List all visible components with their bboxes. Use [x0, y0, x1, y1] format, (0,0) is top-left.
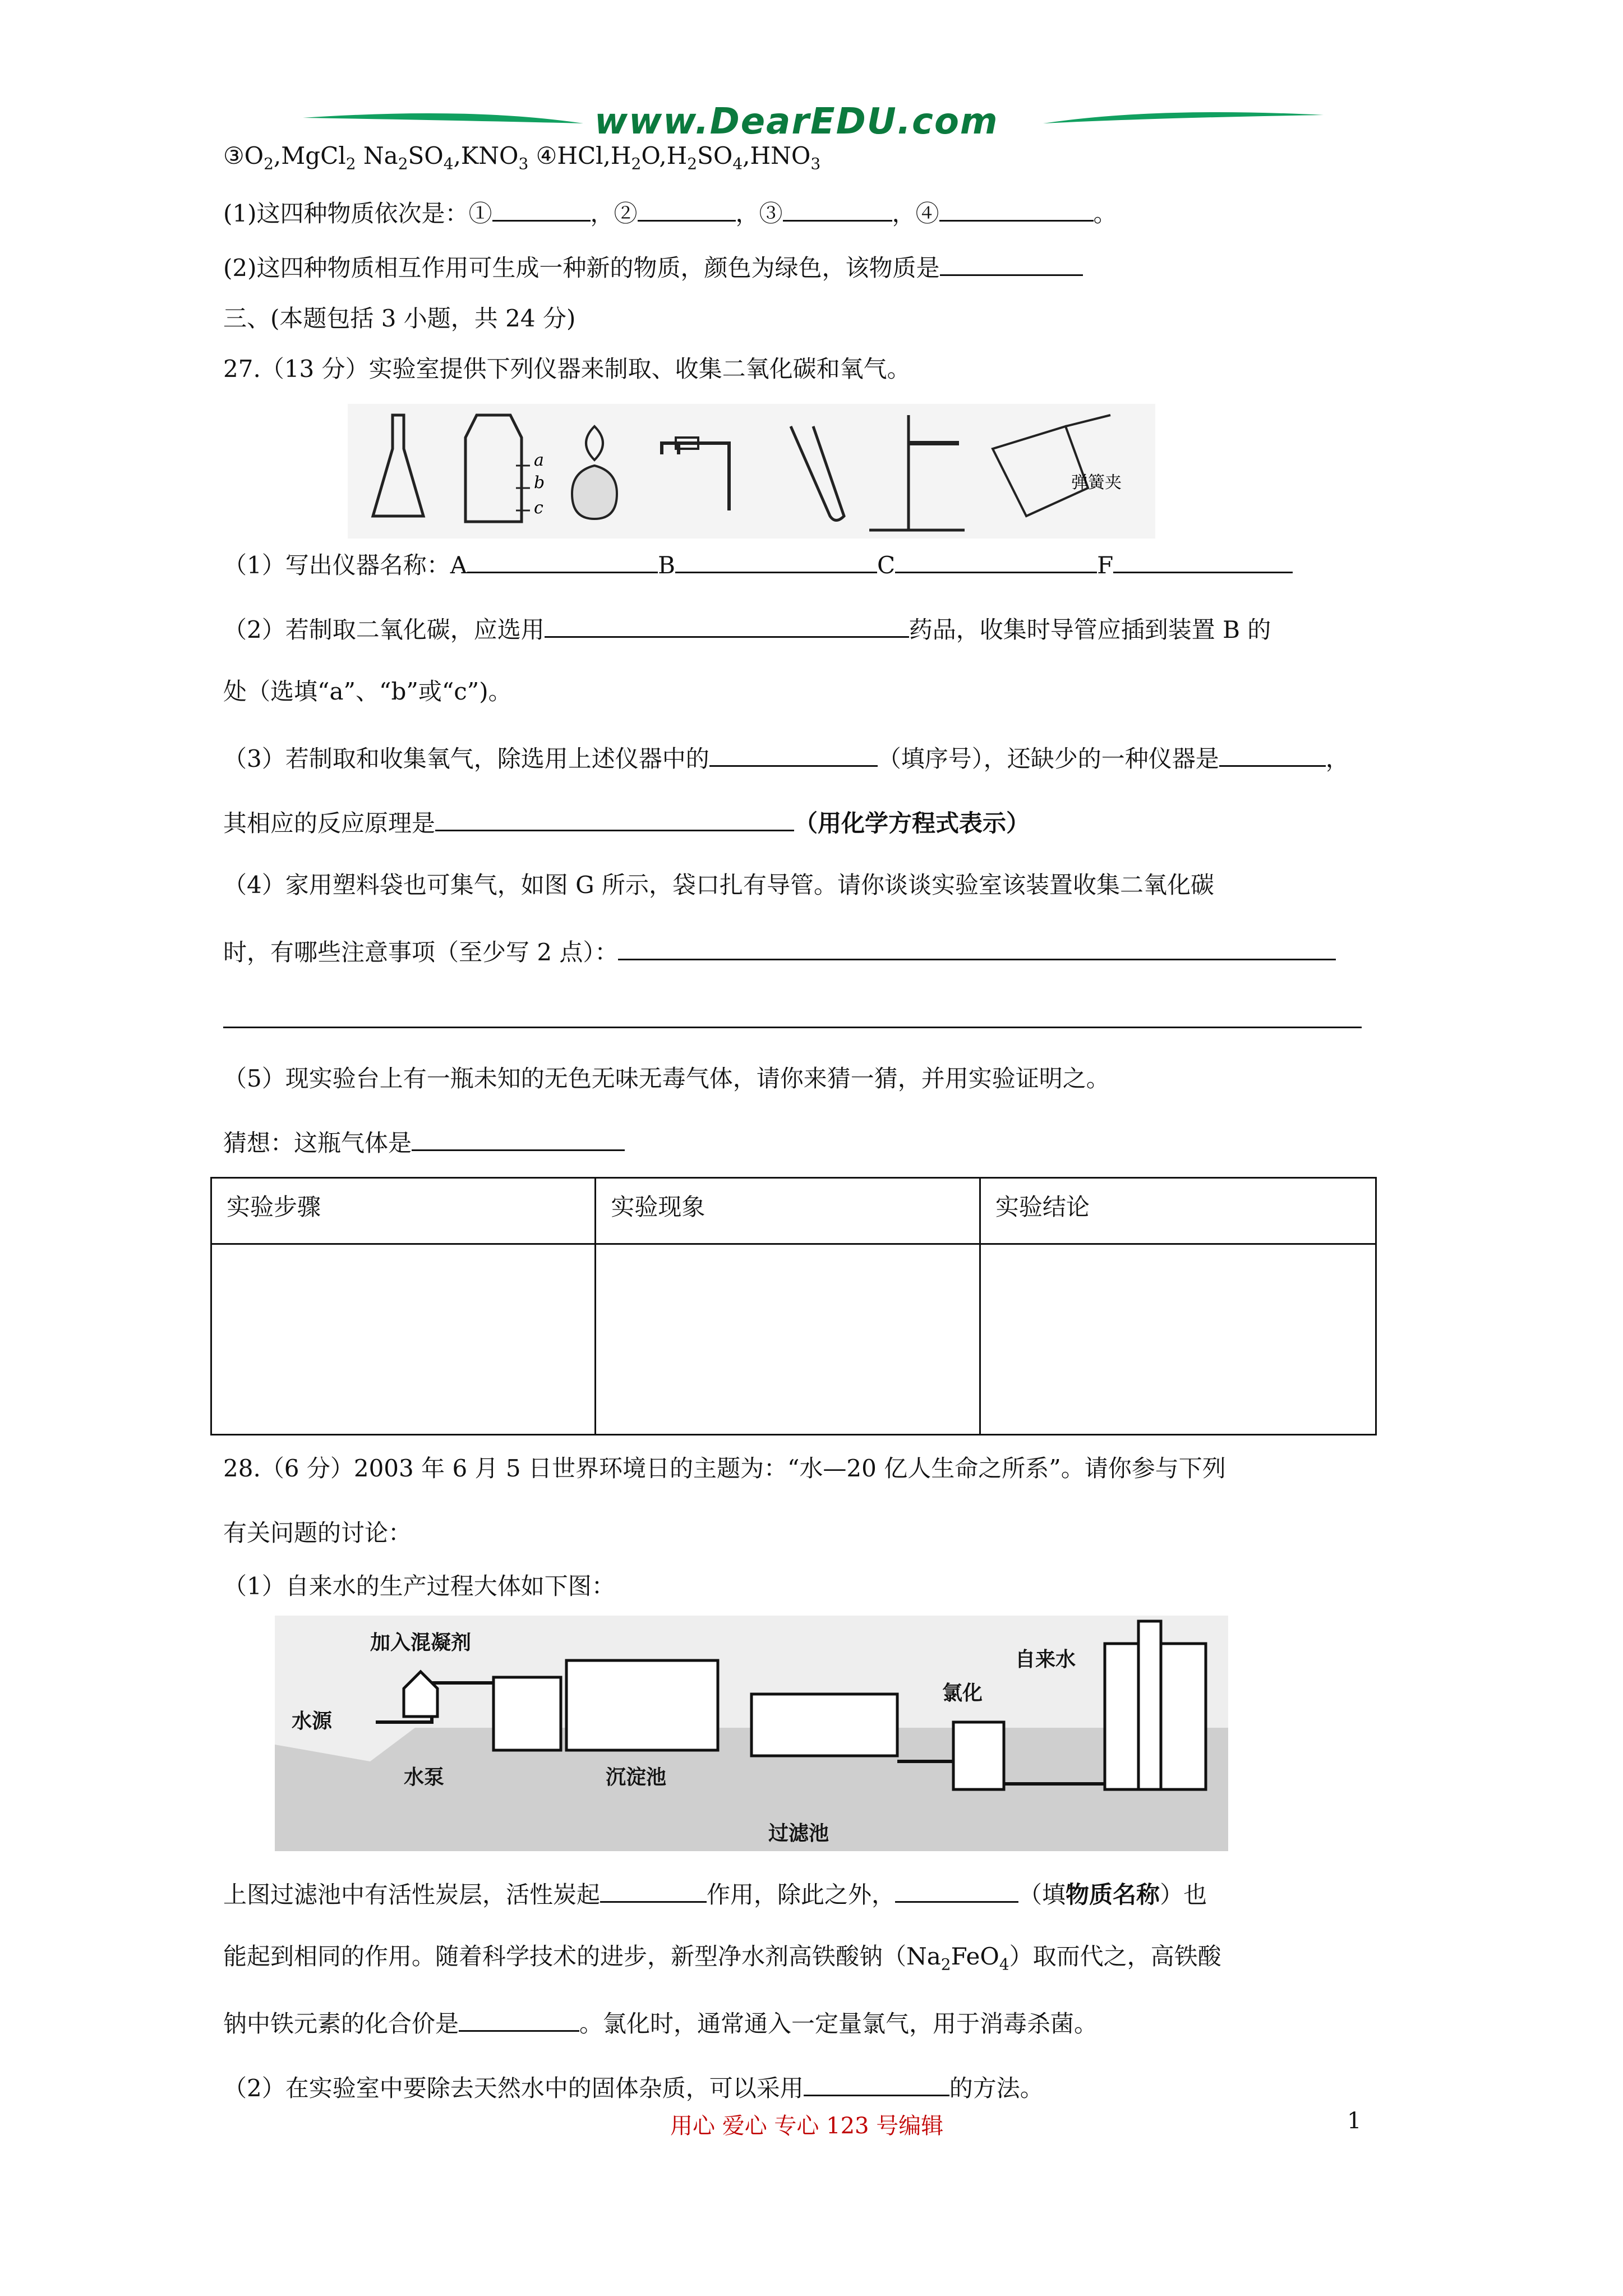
site-logo[interactable]: www.DearEDU.com — [594, 101, 999, 142]
question-27-3: （3）若制取和收集氧气，除选用上述仪器中的 （填序号），还缺少的一种仪器是 ， — [223, 740, 1349, 775]
table-header-steps: 实验步骤 — [211, 1178, 596, 1244]
answer-blank[interactable] — [492, 195, 591, 222]
question-28: 28.（6 分）2003 年 6 月 5 日世界环境日的主题为：“水—20 亿人生命之所系”。请你参与下列 — [223, 1455, 1226, 1482]
page-number: 1 — [1347, 2108, 1362, 2134]
label-c: c — [534, 498, 543, 518]
label-b: b — [534, 473, 545, 493]
label-a: a — [534, 450, 544, 470]
settling-tank — [566, 1660, 718, 1750]
answer-blank[interactable] — [709, 740, 878, 767]
answer-blank[interactable] — [940, 250, 1083, 276]
answer-blank[interactable] — [895, 1876, 1018, 1903]
answer-blank[interactable] — [939, 195, 1094, 222]
question-1: (1)这四种物质依次是：① ，② ，③ ，④ 。 — [223, 195, 1117, 229]
table-header-phenomena: 实验现象 — [596, 1178, 980, 1244]
answer-blank[interactable] — [412, 1125, 625, 1151]
water-plant-figure — [275, 1616, 1228, 1851]
answer-blank[interactable] — [895, 547, 1097, 573]
table-cell-conclusion[interactable] — [980, 1244, 1376, 1435]
answer-blank[interactable] — [783, 195, 892, 222]
chlorination-tank — [953, 1722, 1004, 1789]
formula-line: $③O_2,MgCl_2$ $Na_2SO_4,KNO_3$ $④HCl,H_2O,H_2SO_4,HNO_3$ — [223, 142, 821, 173]
answer-blank[interactable] — [1113, 547, 1293, 573]
question-27: 27.（13 分）实验室提供下列仪器来制取、收集二氧化碳和氧气。 — [223, 355, 911, 383]
label-source: 水源 — [292, 1710, 333, 1733]
coagulation-tank — [494, 1677, 561, 1750]
question-27-1: （1）写出仪器名称：A B C F — [223, 547, 1293, 581]
answer-blank[interactable] — [545, 611, 909, 638]
question-27-2: （2）若制取二氧化碳，应选用 药品，收集时导管应插到装置 B 的 — [223, 611, 1271, 646]
answer-blank[interactable] — [638, 195, 736, 222]
question-28-1: （1）自来水的生产过程大体如下图： — [223, 1572, 615, 1600]
experiment-table — [210, 1177, 1377, 1435]
paragraph-2: 能起到相同的作用。随着科学技术的进步，新型净水剂高铁酸钠$(Na_2FeO_4)$取而代之，高铁酸 — [223, 1943, 1221, 1974]
answer-blank[interactable] — [1219, 740, 1326, 767]
label-filter: 过滤池 — [768, 1822, 829, 1845]
table-cell-steps[interactable] — [211, 1244, 596, 1435]
section-3-heading: 三、(本题包括 3 小题，共 24 分) — [223, 305, 576, 332]
question-27-5: （5）现实验台上有一瓶未知的无色无味无毒气体，请你来猜一猜，并用实验证明之。 — [223, 1065, 1110, 1092]
label-pump: 水泵 — [404, 1766, 445, 1789]
answer-blank[interactable] — [804, 2070, 949, 2096]
question-27-4b: 时，有哪些注意事项（至少写 2 点）： — [223, 934, 1336, 968]
answer-line[interactable] — [223, 1027, 1362, 1028]
question-28-2: （2）在实验室中要除去天然水中的固体杂质，可以采用 的方法。 — [223, 2070, 1044, 2104]
table-header-conclusion: 实验结论 — [980, 1178, 1376, 1244]
answer-blank[interactable] — [467, 547, 658, 573]
question-28b: 有关问题的讨论： — [223, 1519, 412, 1547]
label-settling: 沉淀池 — [606, 1766, 667, 1789]
apparatus-figure — [348, 404, 1155, 539]
answer-blank[interactable] — [675, 547, 877, 573]
question-27-3b: 其相应的反应原理是 （用化学方程式表示） — [223, 805, 1030, 839]
paragraph-1: 上图过滤池中有活性炭层，活性炭起 作用，除此之外， （填物质名称）也 — [223, 1876, 1207, 1911]
guess-line: 猜想：这瓶气体是 — [223, 1125, 625, 1159]
label-chlorination: 氯化 — [942, 1682, 983, 1705]
question-27-2b: 处（选填“a”、“b”或“c”)。 — [223, 678, 512, 705]
label-coagulant: 加入混凝剂 — [370, 1631, 472, 1654]
table-cell-phenomena[interactable] — [596, 1244, 980, 1435]
spring-clip-label: 弹簧夹 — [1071, 473, 1122, 493]
label-tap-water: 自来水 — [1015, 1648, 1076, 1671]
answer-blank[interactable] — [459, 2005, 579, 2032]
footer-text: 用心 爱心 专心 123 号编辑 — [670, 2113, 944, 2139]
filter-tank — [751, 1694, 897, 1756]
question-27-4: （4）家用塑料袋也可集气，如图 G 所示，袋口扎有导管。请你谈谈实验室该装置收集二氧化碳 — [223, 871, 1214, 899]
question-2: (2)这四种物质相互作用可生成一种新的物质，颜色为绿色，该物质是 — [223, 250, 1083, 284]
paragraph-3: 钠中铁元素的化合价是 。氯化时，通常通入一定量氯气，用于消毒杀菌。 — [223, 2005, 1098, 2040]
answer-blank[interactable] — [600, 1876, 707, 1903]
answer-blank[interactable] — [435, 805, 794, 831]
answer-blank[interactable] — [618, 934, 1336, 960]
